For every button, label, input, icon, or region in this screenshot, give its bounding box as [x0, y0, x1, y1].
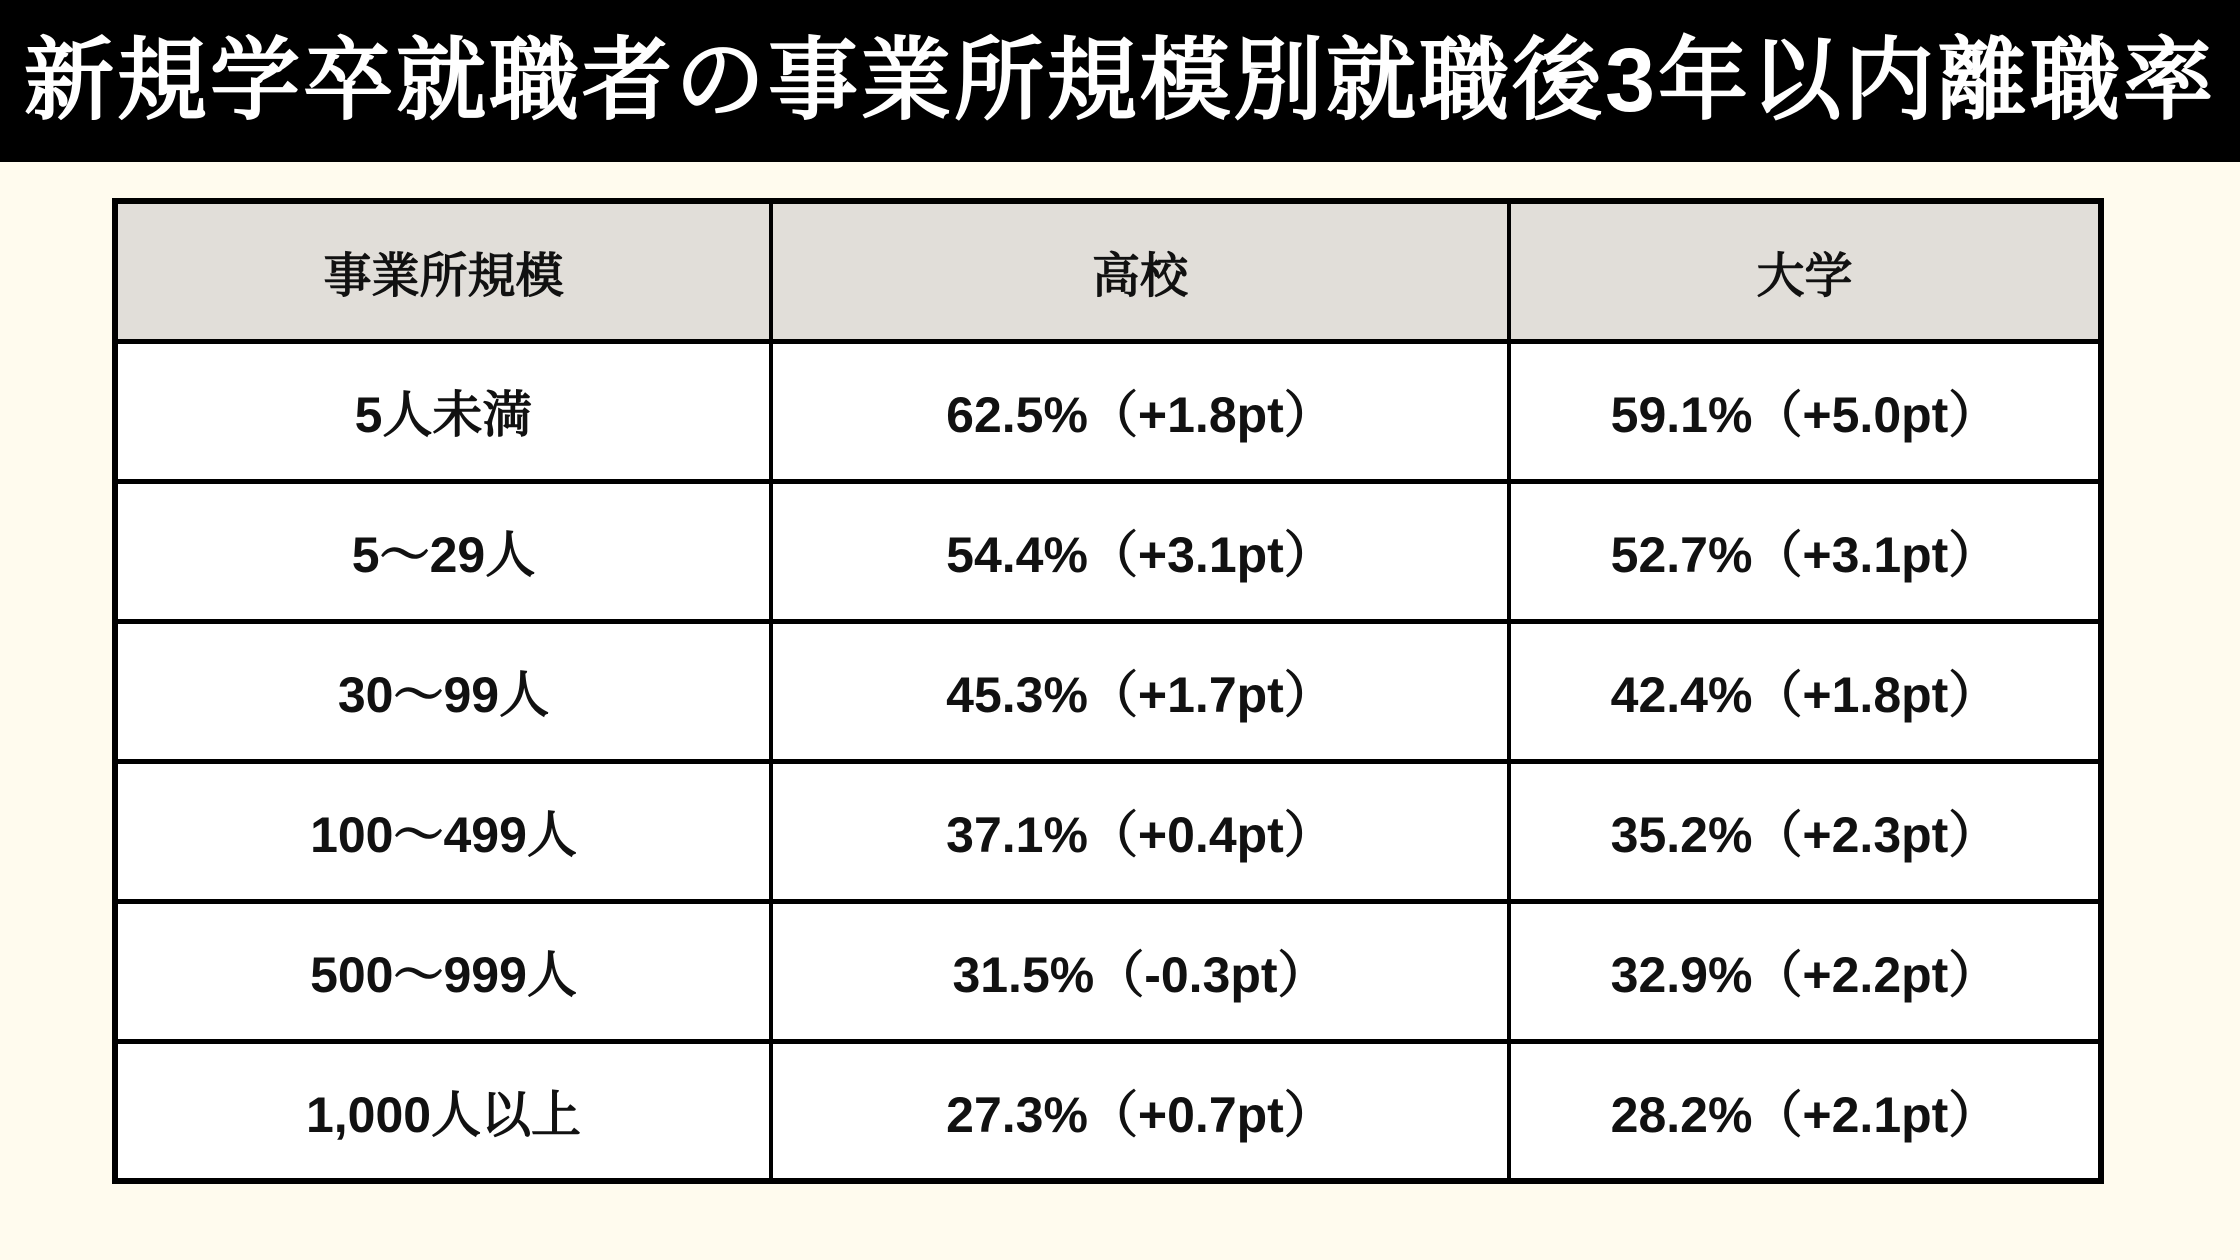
cell-university-rate: 59.1%（+5.0pt） [1509, 341, 2101, 481]
header-cell-highschool: 高校 [771, 201, 1509, 341]
table-row [115, 481, 2101, 621]
cell-university-rate: 52.7%（+3.1pt） [1509, 481, 2101, 621]
cell-highschool-rate: 54.4%（+3.1pt） [771, 481, 1509, 621]
cell-university-rate: 42.4%（+1.8pt） [1509, 621, 2101, 761]
cell-university-rate: 32.9%（+2.2pt） [1509, 901, 2101, 1041]
cell-business-size: 5人未満 [115, 341, 771, 481]
cell-university-rate: 28.2%（+2.1pt） [1509, 1041, 2101, 1181]
title-bar [0, 0, 2240, 162]
cell-business-size: 500〜999人 [115, 901, 771, 1041]
content-area [0, 162, 2240, 1184]
cell-business-size: 5〜29人 [115, 481, 771, 621]
table-row [115, 761, 2101, 901]
table-row [115, 901, 2101, 1041]
header-cell-business-size: 事業所規模 [115, 201, 771, 341]
table-header-row [115, 201, 2101, 341]
cell-highschool-rate: 62.5%（+1.8pt） [771, 341, 1509, 481]
table-row [115, 621, 2101, 761]
cell-business-size: 30〜99人 [115, 621, 771, 761]
turnover-rate-table [112, 198, 2104, 1184]
page-title: 新規学卒就職者の事業所規模別就職後3年以内離職率 [23, 31, 2217, 131]
cell-business-size: 1,000人以上 [115, 1041, 771, 1181]
cell-highschool-rate: 27.3%（+0.7pt） [771, 1041, 1509, 1181]
table-row [115, 341, 2101, 481]
cell-business-size: 100〜499人 [115, 761, 771, 901]
header-cell-university: 大学 [1509, 201, 2101, 341]
cell-highschool-rate: 37.1%（+0.4pt） [771, 761, 1509, 901]
cell-highschool-rate: 45.3%（+1.7pt） [771, 621, 1509, 761]
cell-highschool-rate: 31.5%（-0.3pt） [771, 901, 1509, 1041]
cell-university-rate: 35.2%（+2.3pt） [1509, 761, 2101, 901]
table-row [115, 1041, 2101, 1181]
